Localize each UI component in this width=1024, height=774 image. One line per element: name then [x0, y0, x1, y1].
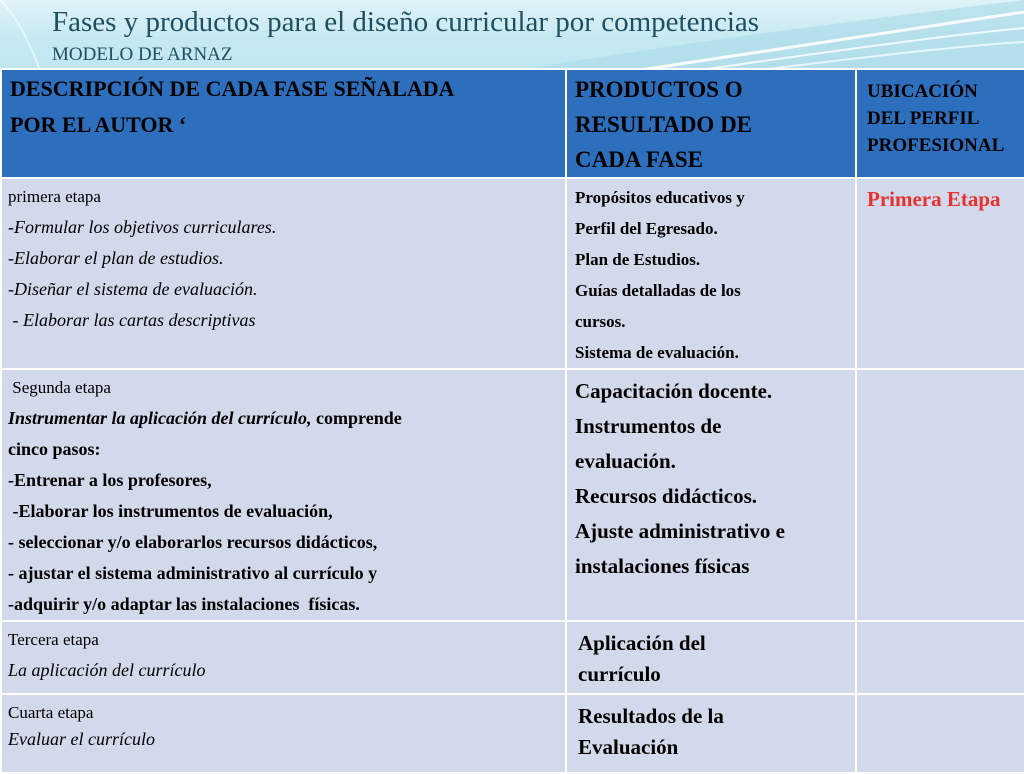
row3-location — [856, 621, 1024, 694]
row2-location — [856, 369, 1024, 621]
row2-products: Capacitación docente. Instrumentos de evaluación. Recursos didácticos. Ajuste administrativo e instalaciones físicas — [566, 369, 856, 621]
row4-description: Cuarta etapa Evaluar el currículo — [1, 694, 566, 773]
table-row — [1, 694, 1024, 773]
header-location: UBICACIÓN DEL PERFIL PROFESIONAL — [856, 69, 1024, 178]
row3-description: Tercera etapa La aplicación del currículo — [1, 621, 566, 694]
page-subtitle: MODELO DE ARNAZ — [52, 44, 233, 65]
page-title: Fases y productos para el diseño curricular por competencias — [52, 6, 760, 38]
phases-table — [0, 68, 1024, 774]
table-row — [1, 369, 1024, 621]
table-header-row — [1, 69, 1024, 178]
row1-location: Primera Etapa — [856, 178, 1024, 369]
table-row — [1, 621, 1024, 694]
header-products: PRODUCTOS O RESULTADO DE CADA FASE — [566, 69, 856, 178]
row1-products: Propósitos educativos y Perfil del Egresado. Plan de Estudios. Guías detalladas de los cursos. Sistema de evaluación. — [566, 178, 856, 369]
row2-description: Segunda etapa Instrumentar la aplicación del currículo, comprende cinco pasos: -Entrenar a los profesores, -Elaborar los instrumentos de evaluación, - seleccionar y/o elaborarlos recursos didácticos, - ajustar el sistema administrativo al currículo y -adquirir y/o adaptar las instalaciones físicas. — [1, 369, 566, 621]
header-description: DESCRIPCIÓN DE CADA FASE SEÑALADA POR EL AUTOR ‘ — [1, 69, 566, 178]
title-band — [0, 0, 1024, 70]
row4-products: Resultados de la Evaluación — [566, 694, 856, 773]
table-row — [1, 178, 1024, 369]
row4-location — [856, 694, 1024, 773]
row1-description: primera etapa -Formular los objetivos curriculares. -Elaborar el plan de estudios. -Diseñar el sistema de evaluación. - Elaborar las cartas descriptivas — [1, 178, 566, 369]
row3-products: Aplicación del currículo — [566, 621, 856, 694]
